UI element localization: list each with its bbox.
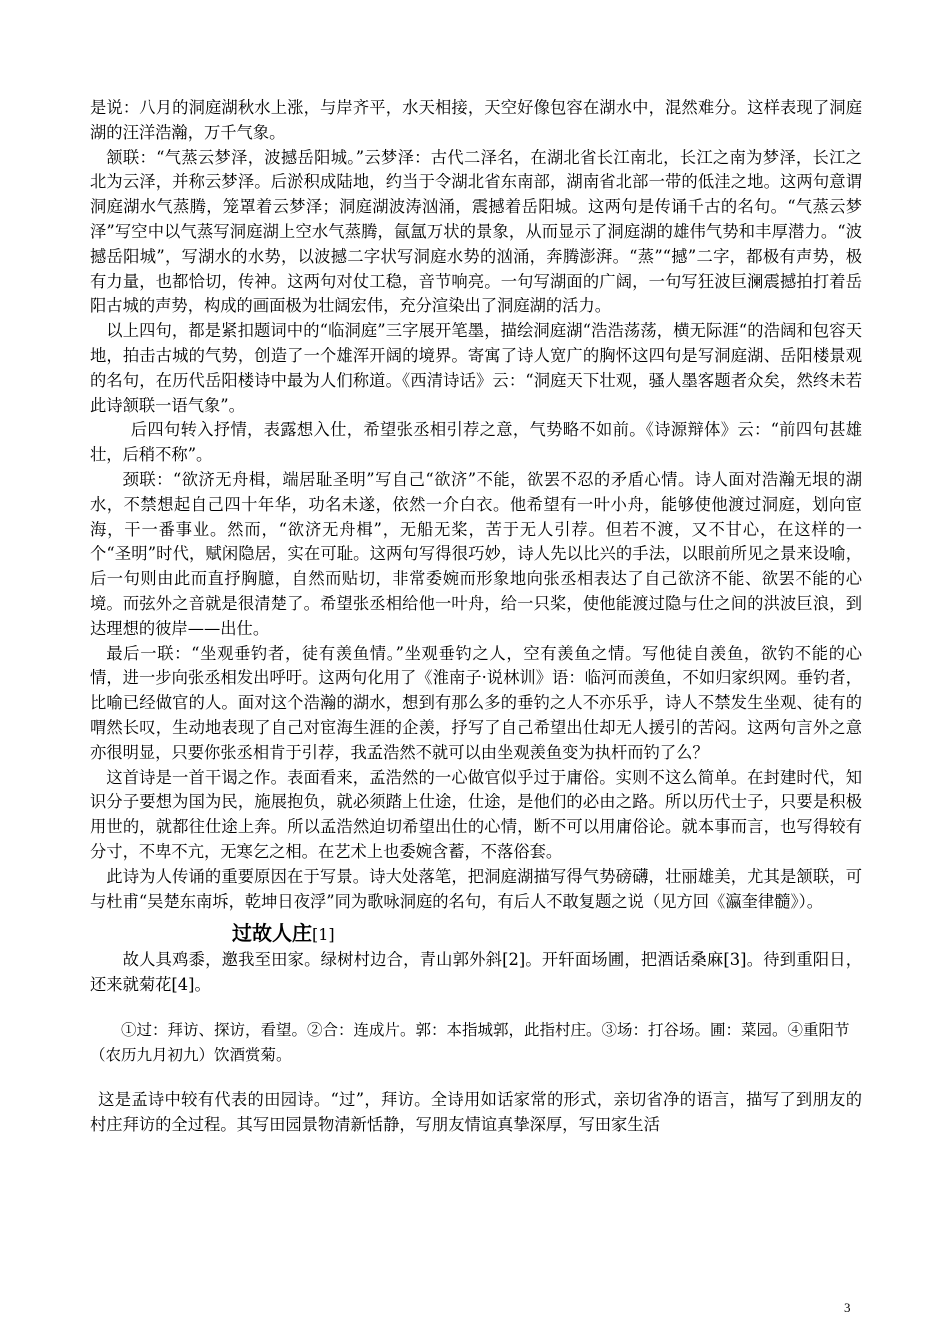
paragraph: 颔联：“气蒸云梦泽，波撼岳阳城。”云梦泽：古代二泽名，在湖北省长江南北，长江之南为梦泽，长江之北为云泽，并称云梦泽。后淤积成陆地，约当于令湖北省东南部，湖南省北部一带的低洼之地。这两句意谓洞庭湖水气蒸腾，笼罩着云梦泽；洞庭湖波涛汹涌，震撼着岳阳城。这两句是传诵千古的名句。“气蒸云梦泽”写空中以气蒸写洞庭湖上空水气蒸腾，氤氲万状的景象，从而显示了洞庭湖的雄伟气势和丰厚潜力。“波撼岳阳城”，写湖水的水势，以波撼二字状写洞庭水势的汹涌，奔腾澎湃。“蒸”“撼”二字，都极有声势，极有力量，也都恰切，传神。这两句对仗工稳，音节响亮。一句写湖面的广阔，一句写狂波巨澜震撼拍打着岳阳古城的声势，构成的画面极为壮阔宏伟，充分渲染出了洞庭湖的活力。	[90, 147, 862, 316]
body-text	[90, 96, 862, 914]
poem-title-footnote-ref: [1]	[312, 925, 335, 945]
paragraph: 是说：八月的洞庭湖秋水上涨，与岸齐平，水天相接，天空好像包容在湖水中，混然难分。这样表现了洞庭湖的汪洋浩瀚，万千气象。	[90, 98, 862, 142]
paragraph: 以上四句，都是紧扣题词中的“临洞庭”三字展开笔墨，描绘洞庭湖“浩浩荡荡，横无际涯“的浩阔和包容天地，拍击古城的气势，创造了一个雄浑开阔的境界。寄寓了诗人宽广的胸怀这四句是写洞庭湖、岳阳楼景观的名句，在历代岳阳楼诗中最为人们称道。《西清诗话》云：“洞庭天下壮观，骚人墨客题者众矣，然终未若此诗颔联一语气象”。	[90, 321, 862, 415]
paragraph: 后四句转入抒情，表露想入仕，希望张丞相引荐之意，气势略不如前。《诗源辩体》云：“前四句甚雄壮，后稍不称”。	[90, 420, 862, 465]
page-number: 3	[844, 1300, 851, 1315]
commentary: 这是孟诗中较有代表的田园诗。“过”，拜访。全诗用如话家常的形式，亲切省净的语言，描写了到朋友的村庄拜访的全过程。其写田园景物清新恬静，写朋友情谊真挚深厚，写田家生活	[90, 1089, 862, 1134]
paragraph: 颈联：“欲济无舟楫，端居耻圣明”写自己“欲济”不能，欲罢不忍的矛盾心情。诗人面对浩瀚无垠的湖水，不禁想起自己四十年华，功名未遂，依然一介白衣。他希望有一叶小舟，能够使他渡过洞庭，划向宦海，干一番事业。然而，“欲济无舟楫”，无船无桨，苦于无人引荐。但若不渡，又不甘心，在这样的一个“圣明”时代，赋闲隐居，实在可耻。这两句写得很巧妙，诗人先以比兴的手法，以眼前所见之景来设喻，后一句则由此而直抒胸臆，自然而贴切，非常委婉而形象地向张丞相表达了自己欲济不能、欲罢不能的心境。而弦外之音就是很清楚了。希望张丞相给他一叶舟，给一只桨，使他能渡过隐与仕之间的洪波巨浪，到达理想的彼岸——出仕。	[90, 469, 862, 638]
poem-text: 故人具鸡黍，邀我至田家。绿树村边合，青山郭外斜[2]。开轩面场圃，把酒话桑麻[3]。待到重阳日，还来就菊花[4]。	[90, 950, 862, 995]
poem-notes: ①过：拜访、探访，看望。②合：连成片。郭：本指城郭，此指村庄。③场：打谷场。圃：菜园。④重阳节（农历九月初九）饮酒赏菊。	[90, 1020, 850, 1064]
poem-title: 过故人庄	[232, 921, 312, 946]
paragraph: 此诗为人传诵的重要原因在于写景。诗大处落笔，把洞庭湖描写得气势磅礴，壮丽雄美，尤其是颔联，可与杜甫“吴楚东南坼，乾坤日夜浮”同为歌咏洞庭的名句，有后人不敢复题之说（见方回《瀛奎律髓》）。	[90, 866, 862, 911]
paragraph: 这首诗是一首干谒之作。表面看来，孟浩然的一心做官似乎过于庸俗。实则不这么简单。在封建时代，知识分子要想为国为民，施展抱负，就必须踏上仕途，仕途，是他们的必由之路。所以历代士子，只要是积极用世的，就都往仕途上奔。所以孟浩然迫切希望出仕的心情，断不可以用庸俗论。就本事而言，也写得较有分寸，不卑不亢，无寒乞之相。在艺术上也委婉含蓄，不落俗套。	[90, 767, 862, 861]
paragraph: 最后一联：“坐观垂钓者，徒有羡鱼情。”坐观垂钓之人，空有羡鱼之情。写他徒自羡鱼，欲钓不能的心情，进一步向张丞相发出呼吁。这两句化用了《淮南子·说林训》语：临河而羡鱼，不如归家织网。垂钓者，比喻已经做官的人。面对这个浩瀚的湖水，想到有那么多的垂钓之人不亦乐乎，诗人不禁发生坐观、徒有的喟然长叹，生动地表现了自己对宦海生涯的企羡，抒写了自己希望出仕却无人援引的苦闷。这两句言外之意亦很明显，只要你张丞相肯于引荐，我孟浩然不就可以由坐观羡鱼变为执杆而钓了么？	[90, 643, 862, 762]
poem-heading	[232, 918, 862, 948]
document-page	[90, 96, 862, 1137]
